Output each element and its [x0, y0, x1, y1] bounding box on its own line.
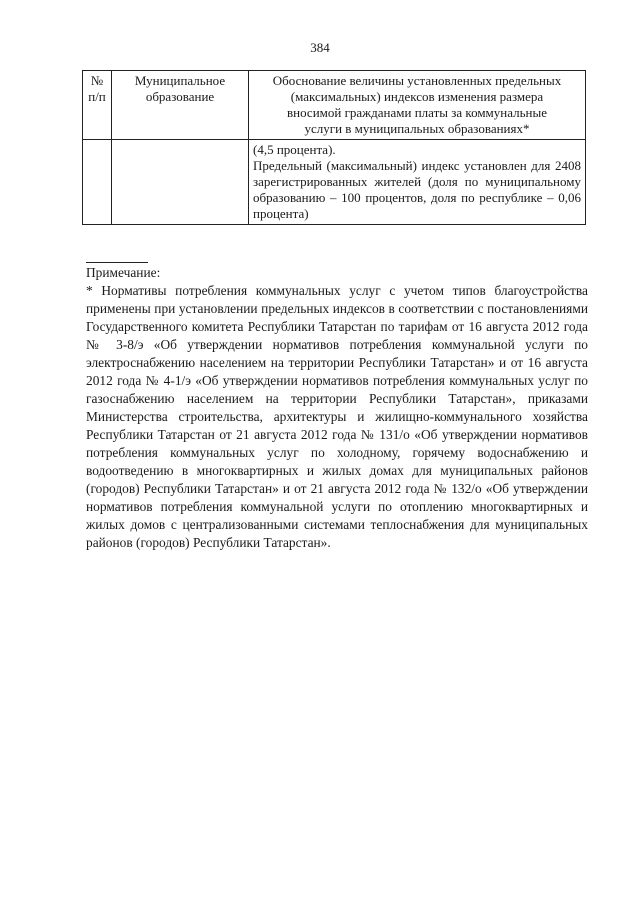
header-justification	[249, 71, 586, 140]
header-number	[83, 71, 112, 140]
header-number-line: п/п	[88, 89, 106, 104]
header-justification-line: (максимальных) индексов изменения размера	[290, 89, 544, 104]
header-justification-line: вносимой гражданами платы за коммунальные	[287, 105, 547, 120]
footnote-separator	[86, 262, 148, 263]
page-number: 384	[310, 40, 330, 55]
footnote-text: * Нормативы потребления коммунальных услуг с учетом типов благоустройства применены при установлении предельных индексов в соответствии с постановлениями Государственного комитета Республики Татарстан по тарифам от 16 августа 2012 года № 3-8/э «Об утверждении нормативов потребления коммунальной услуги по электроснабжению населением на территории Республики Татарстан» и от 16 августа 2012 года № 4-1/э «Об утверждении нормативов потребления коммунальных услуг по газоснабжению населением на территории Республики Татарстан», приказами Министерства строительства, архитектуры и жилищно-коммунального хозяйства Республики Татарстан от 21 августа 2012 года № 131/о «Об утверждении нормативов потребления коммунальных услуг по холодному, горячему водоснабжению и водоотведению в многоквартирных и жилых домах для муниципальных районов (городов) Республики Татарстан» и от 21 августа 2012 года № 132/о «Об утверждении нормативов потребления коммунальной услуги по отоплению многоквартирных и жилых домов с централизованными системами теплоснабжения для муниципальных районов (городов) Республики Татарстан».	[86, 283, 588, 550]
row-number-cell	[83, 140, 112, 225]
justification-line: (4,5 процента).	[253, 142, 336, 157]
table-header-row	[83, 71, 586, 140]
footnote-block	[86, 264, 588, 552]
footnote-title: Примечание:	[86, 265, 161, 280]
header-municipality	[112, 71, 249, 140]
header-number-line: №	[90, 73, 104, 88]
header-municipality-line: образование	[145, 89, 215, 104]
row-justification-cell	[249, 140, 586, 225]
justification-paragraph: Предельный (максимальный) индекс установлен для 2408 зарегистрированных жителей (доля по муниципальному образованию – 100 процентов, доля по республике – 0,06 процента)	[253, 158, 581, 221]
header-justification-line: услуги в муниципальных образованиях*	[304, 121, 530, 136]
header-municipality-line: Муниципальное	[134, 73, 226, 88]
header-justification-line: Обоснование величины установленных предельных	[272, 73, 562, 88]
row-municipality-cell	[112, 140, 249, 225]
table-row	[83, 140, 586, 225]
indices-table	[82, 70, 586, 225]
